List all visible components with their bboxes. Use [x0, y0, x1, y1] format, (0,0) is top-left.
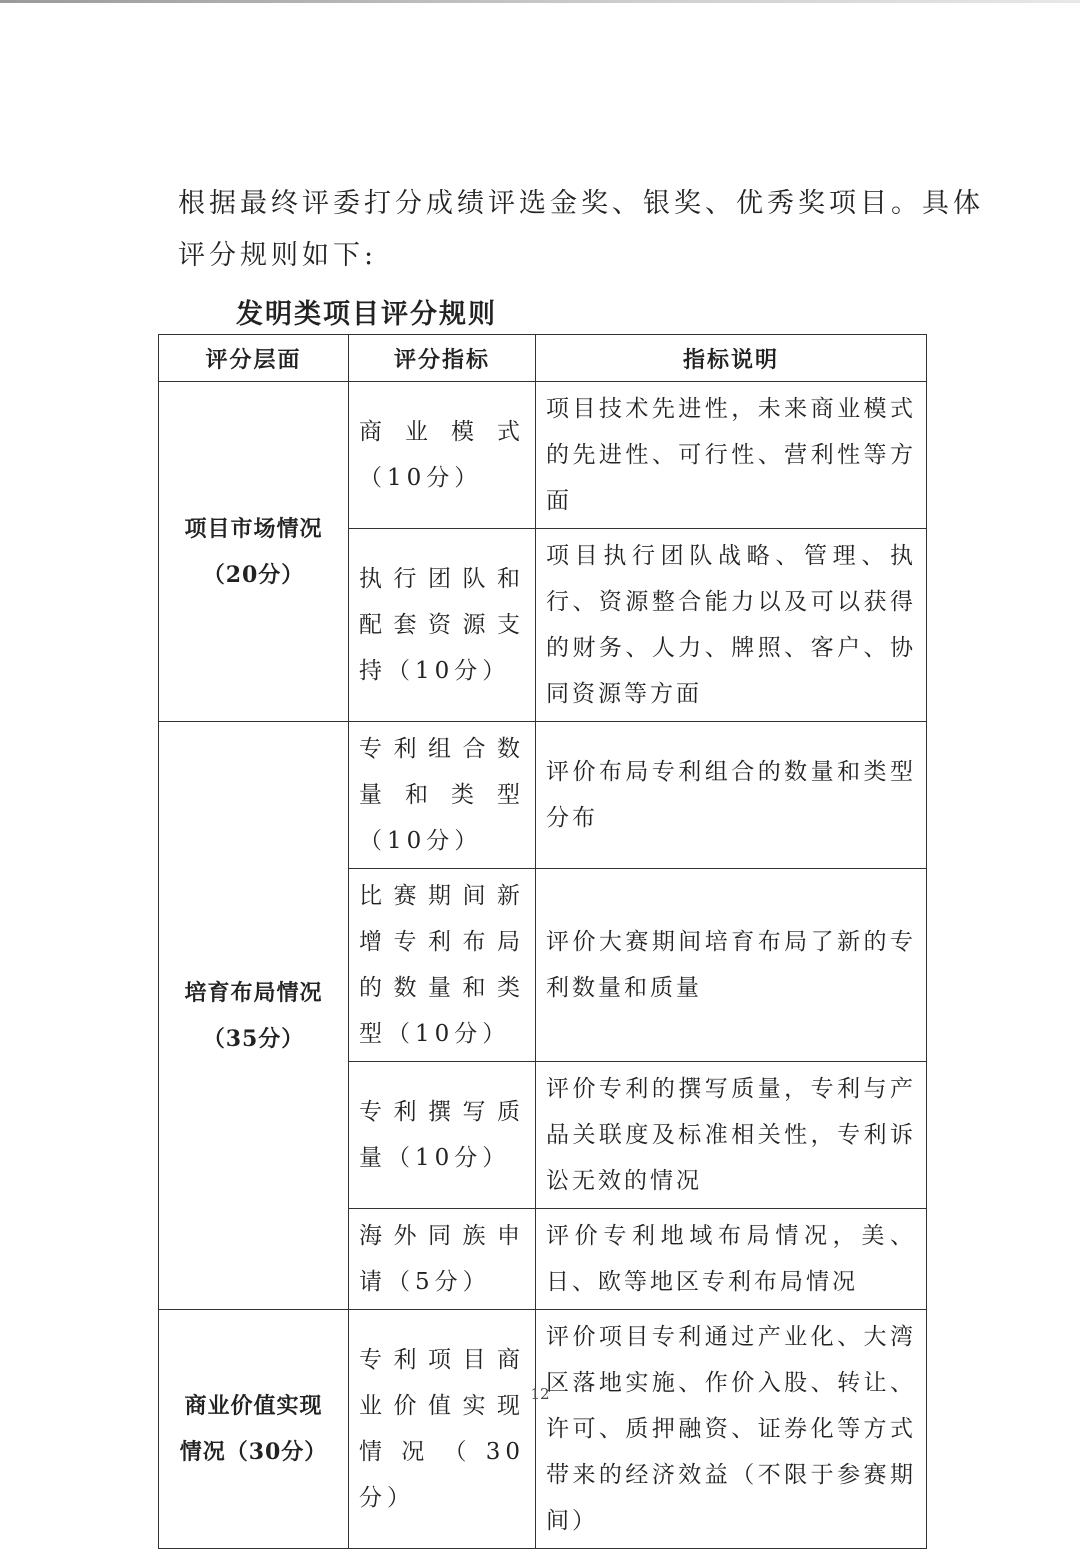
- dimension-score: 情况（30分）: [179, 1439, 328, 1465]
- indicator-cell: 比赛期间新增专利布局的数量和类型（10分）: [349, 869, 536, 1062]
- indicator-cell: 海外同族申请（5分）: [349, 1209, 536, 1310]
- header-description: 指标说明: [536, 335, 927, 382]
- indicator-cell: 执行团队和配套资源支持（10分）: [349, 529, 536, 722]
- description-cell: 项目执行团队战略、管理、执行、资源整合能力以及可以获得的财务、人力、牌照、客户、协同资源等方面: [536, 529, 927, 722]
- table-row: [159, 722, 927, 869]
- indicator-cell: 专利组合数量和类型（10分）: [349, 722, 536, 869]
- dimension-cell: [159, 1310, 349, 1549]
- dimension-name: 培育布局情况: [184, 979, 323, 1006]
- indicator-cell: 专利项目商业价值实现情况（30分）: [349, 1310, 536, 1549]
- table-header-row: [159, 335, 927, 382]
- table-row: [159, 382, 927, 529]
- header-dimension: 评分层面: [159, 335, 349, 382]
- dimension-cell: [159, 722, 349, 1310]
- description-cell: 评价布局专利组合的数量和类型分布: [536, 722, 927, 869]
- dimension-score: （20分）: [202, 561, 305, 588]
- intro-line-1: 根据最终评委打分成绩评选金奖、银奖、优秀奖项目。具体: [178, 188, 984, 219]
- dimension-name: 项目市场情况: [184, 515, 323, 542]
- description-cell: 项目技术先进性，未来商业模式的先进性、可行性、营利性等方面: [536, 382, 927, 529]
- indicator-cell: 专利撰写质量（10分）: [349, 1062, 536, 1209]
- intro-paragraph: [178, 178, 984, 282]
- scan-edge: [0, 0, 1080, 3]
- intro-line-2: 评分规则如下:: [178, 240, 378, 271]
- indicator-cell: 商业模式（10分）: [349, 382, 536, 529]
- header-indicator: 评分指标: [349, 335, 536, 382]
- description-cell: 评价项目专利通过产业化、大湾区落地实施、作价入股、转让、许可、质押融资、证券化等方式带来的经济效益（不限于参赛期间）: [536, 1310, 927, 1549]
- scoring-rules-table: [158, 334, 927, 1549]
- description-cell: 评价专利地域布局情况，美、日、欧等地区专利布局情况: [536, 1209, 927, 1310]
- description-cell: 评价专利的撰写质量，专利与产品关联度及标准相关性，专利诉讼无效的情况: [536, 1062, 927, 1209]
- dimension-cell: [159, 382, 349, 722]
- table-title: 发明类项目评分规则: [236, 299, 497, 330]
- description-cell: 评价大赛期间培育布局了新的专利数量和质量: [536, 869, 927, 1062]
- table-row: [159, 1310, 927, 1549]
- page-number: 12: [530, 1385, 550, 1403]
- dimension-name: 商业价值实现: [184, 1393, 323, 1419]
- dimension-score: （35分）: [202, 1025, 305, 1052]
